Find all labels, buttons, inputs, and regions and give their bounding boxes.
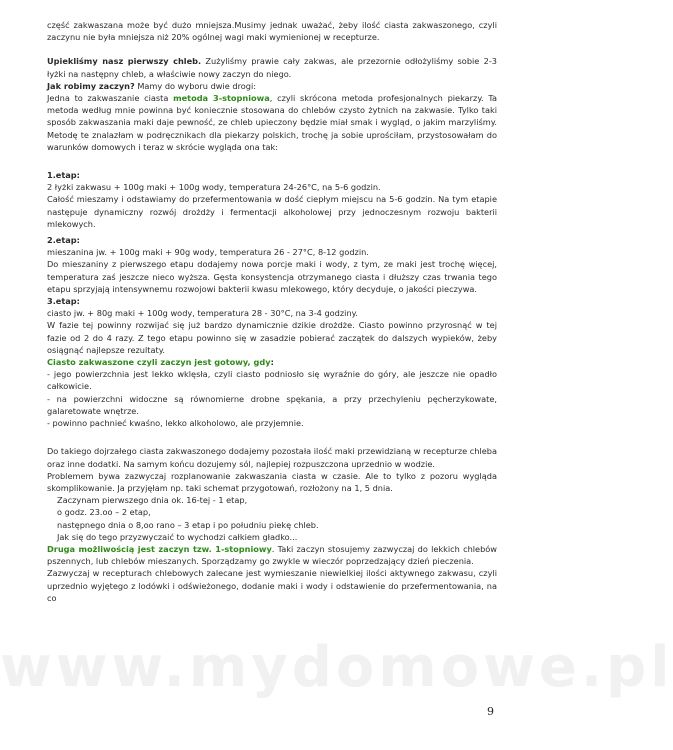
ready-highlight: Ciasto zakwaszone czyli zaczyn jest gotowy, gdy: [47, 357, 271, 368]
second-method-highlight: Druga możliwością jest zaczyn tzw. 1-stopniowy: [47, 543, 272, 554]
first-bread-heading: Upiekliśmy nasz pierwszy chleb.: [47, 56, 202, 67]
method-pre: Jedna to zakwaszanie ciasta: [47, 93, 174, 104]
etap1-desc: Całość mieszamy i odstawiamy do przefermentowania w dość ciepłym miejscu na 5-6 godzin. Na tym etapie następuje dynamiczny rozwój drożdży i fermentacji alkoholowej przy jednoczesnym rozwoju bakterii mlekowych.: [47, 194, 497, 229]
ready-item-1: - jego powierzchnia jest lekko wklęsła, czyli ciasto podniosło się wyraźnie do góry, ale jeszcze nie opadło całkowicie.: [47, 369, 497, 392]
second-method-text: . Taki zaczyn stosujemy zazwyczaj do lekkich chlebów pszennych, lub chlebów mieszanych. Sporządzamy go zwykle w wieczór poprzedzający dzień pieczenia.: [47, 543, 497, 567]
schedule-item-1: Zaczynam pierwszego dnia ok. 16-tej - 1 etap,: [57, 495, 248, 506]
page-number: 9: [487, 705, 494, 718]
etap2-desc: Do mieszaniny z pierwszego etapu dodajemy nowa porcje maki i wody, z tym, ze maki jest trochę więcej, temperatura zaś jeszcze nieco wyższa. Gęsta konsystencja otrzymanego ciasta i dłuższy czas trwania tego etapu sprzyjają intensywnemu rozwojowi bakterii kwasu mlekowego, który decyduje, o jakości pieczywa.: [47, 259, 497, 294]
schedule-item-3: następnego dnia o 8,oo rano – 3 etap i po południu piekę chleb.: [57, 519, 319, 530]
etap2-heading: 2.etap:: [47, 235, 80, 246]
ready-heading: [47, 356, 497, 368]
schedule-item-4: Jak się do tego przyzwyczaić to wychodzi całkiem gładko...: [57, 531, 298, 542]
method-highlight: metoda 3-stopniowa: [173, 93, 270, 104]
paragraph-method: [47, 92, 497, 153]
ready-item-3: - powinno pachnieć kwaśno, lekko alkoholowo, ale przyjemnie.: [47, 418, 304, 429]
ready-colon: :: [270, 357, 274, 368]
etap1-heading: 1.etap:: [47, 170, 80, 181]
etap3-heading: 3.etap:: [47, 296, 80, 307]
first-bread-text: Zużyliśmy prawie cały zakwas, ale przezornie odłożyliśmy sobie 2-3 łyżki na następny chleb, a właściwie nowy zaczyn do niego.: [47, 56, 497, 79]
paragraph-second-method: [47, 543, 497, 567]
etap3-line: ciasto jw. + 80g maki + 100g wody, temperatura 28 - 30°C, na 3-4 godziny.: [47, 308, 358, 319]
paragraph-intro: część zakwaszana może być dużo mniejsza.Musimy jednak uważać, żeby ilość ciasta zakwaszonego, czyli zaczynu nie była mniejsza niż 20% ogólnej wagi maki wymienionej w recepturze.: [47, 20, 497, 43]
how-question-text: Mamy do wyboru dwie drogi:: [134, 80, 257, 91]
paragraph-planning: Problemem bywa zazwyczaj rozplanowanie zakwaszania ciasta w czasie. Ale to tylko z pozoru wygląda skomplikowanie. Ja przyjęłam np. taki schemat przygotowań, rozłożony na 1, 5 dnia.: [47, 470, 497, 493]
paragraph-how-question: [47, 80, 497, 92]
schedule-item-2: o godz. 23.oo – 2 etap,: [57, 507, 151, 518]
watermark: www.mydomowe.pl: [0, 635, 673, 700]
paragraph-first-bread: [47, 55, 497, 79]
how-question-heading: Jak robimy zaczyn?: [47, 80, 135, 91]
ready-item-2: - na powierzchni widoczne są równomierne drobne spękania, a przy przechyleniu pęcherzykowate, galaretowate wnętrze.: [47, 393, 497, 416]
etap1-line: 2 łyżki zakwasu + 100g maki + 100g wody, temperatura 24-26°C, na 5-6 godzin.: [47, 182, 381, 193]
etap3-desc: W fazie tej powinny rozwijać się już bardzo dynamicznie dzikie drożdże. Ciasto powinno przyrosnąć w tej fazie od 2 do 4 razy. Z tego etapu powinno się w zasadzie pobierać zaczątek do dalszych wypieków, żeby osiągnąć najlepsze rezultaty.: [47, 320, 497, 355]
etap2-line: mieszanina jw. + 100g maki + 90g wody, temperatura 26 - 27°C, 8-12 godzin.: [47, 247, 369, 258]
paragraph-recipes: Zazwyczaj w recepturach chlebowych zalecane jest wymieszanie niewielkiej ilości aktywnego zakwasu, czyli uprzednio wyjętego z lodówki i odświeżonego, dodanie maki i wody i odstawienie do przefermentowania, na co: [47, 568, 497, 603]
document-body: [47, 19, 497, 604]
method-post: , czyli skrócona metoda profesjonalnych piekarzy. Ta metoda według mnie powinna być koniecznie stosowana do chlebów czysto żytnich na zakwasie. Tylko taki sposób zakwaszania maki daje pewność, ze chleb upieczony będzie miał smak i wygląd, o jakim marzyliśmy. Metodę te znalazłam w podręcznikach dla piekarzy polskich, trochę ja sobie uprościłam, przystosowałam do warunków domowych i teraz w skrócie wygląda ona tak:: [47, 93, 498, 152]
paragraph-dough: Do takiego dojrzałego ciasta zakwaszonego dodajemy pozostała ilość maki przewidzianą w recepturze chleba oraz inne dodatki. Na samym końcu dozujemy sól, najlepiej rozpuszczona uprzednio w wodzie.: [47, 446, 497, 469]
